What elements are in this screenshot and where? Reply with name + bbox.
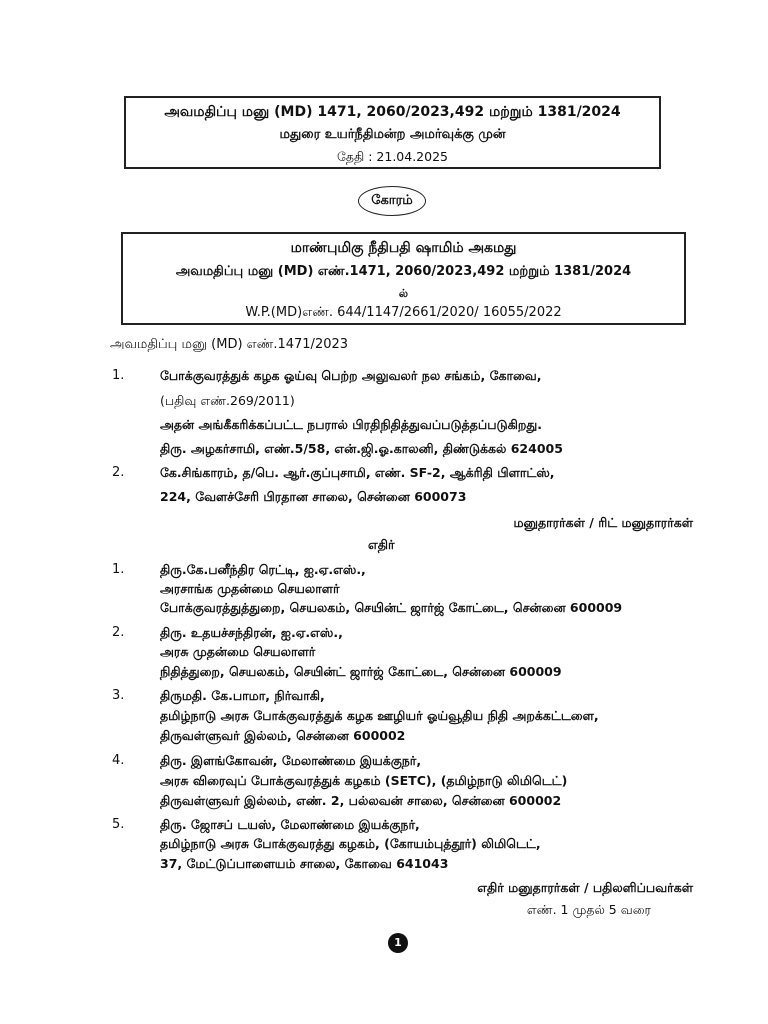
respondent-line: அரசாங்க முதன்மை செயலாளர் <box>160 581 340 596</box>
header-line-2: மதுரை உயர்நீதிமன்ற அமர்வுக்கு முன் <box>279 127 506 142</box>
petitioner-line: (பதிவு எண்.269/2011) <box>160 393 295 408</box>
petitioners-role: மனுதாரர்கள் / ரிட் மனுதாரர்கள் <box>513 515 693 530</box>
judge-case-line: அவமதிப்பு மனு (MD) எண்.1471, 2060/2023,492 மற்றும் 1381/2024 <box>175 264 632 279</box>
respondent-line: திருவள்ளுவர் இல்லம், சென்னை 600002 <box>160 728 406 743</box>
respondent-number: 4. <box>112 753 125 768</box>
petitioner-line: அதன் அங்கீகரிக்கப்பட்ட நபரால் பிரதிநிதித்துவப்படுத்தப்படுகிறது. <box>160 417 543 432</box>
respondents-role: எதிர் மனுதாரர்கள் / பதிலளிப்பவர்கள் <box>477 880 693 895</box>
respondent-line: போக்குவரத்துத்துறை, செயலகம், செயின்ட் ஜார்ஜ் கோட்டை, சென்னை 600009 <box>160 600 623 615</box>
respondent-number: 1. <box>112 562 125 577</box>
header-date: தேதி : 21.04.2025 <box>337 149 448 164</box>
respondent-line: திருமதி. கே.பாமா, நிர்வாகி, <box>160 688 325 703</box>
respondent-number: 5. <box>112 817 125 832</box>
respondent-line: அரசு முதன்மை செயலாளர் <box>160 644 316 659</box>
respondent-line: தமிழ்நாடு அரசு போக்குவரத்துக் கழக ஊழியர் ஓய்வூதிய நிதி அறக்கட்டளை, <box>160 708 599 723</box>
page-number: 1 <box>388 933 408 953</box>
petitioner-number: 2. <box>112 465 125 480</box>
respondent-number: 2. <box>112 625 125 640</box>
header-box <box>124 96 661 169</box>
petitioner-line: 224, வேளச்சேரி பிரதான சாலை, சென்னை 600073 <box>160 489 467 504</box>
judge-box <box>121 232 686 325</box>
versus-label: எதிர் <box>368 537 395 552</box>
respondent-line: நிதித்துறை, செயலகம், செயின்ட் ஜார்ஜ் கோட்டை, சென்னை 600009 <box>160 664 562 679</box>
respondent-line: திரு. ஜோசப் டயஸ், மேலாண்மை இயக்குநர், <box>160 817 420 832</box>
petitioner-number: 1. <box>112 368 125 383</box>
respondent-line: திருவள்ளுவர் இல்லம், எண். 2, பல்லவன் சாலை, சென்னை 600002 <box>160 793 562 808</box>
case-heading: அவமதிப்பு மனு (MD) எண்.1471/2023 <box>110 337 349 352</box>
petitioner-line: போக்குவரத்துக் கழக ஓய்வு பெற்ற அலுவலர் நல சங்கம், கோவை, <box>160 368 542 383</box>
respondent-line: திரு. உதயச்சந்திரன், ஐ.ஏ.எஸ்., <box>160 625 343 640</box>
judge-connector: ல் <box>398 287 409 300</box>
judge-name: மாண்புமிகு நீதிபதி ஷாமிம் அகமது <box>290 240 517 256</box>
respondent-line: அரசு விரைவுப் போக்குவரத்துக் கழகம் (SETC), (தமிழ்நாடு லிமிடெட்) <box>160 773 568 788</box>
quorum-label: கோரம் <box>358 186 426 216</box>
respondents-range: எண். 1 முதல் 5 வரை <box>526 902 651 917</box>
respondent-line: திரு.கே.பனீந்திர ரெட்டி, ஐ.ஏ.எஸ்., <box>160 562 366 577</box>
petitioner-line: கே.சிங்காரம், த/பெ. ஆர்.குப்புசாமி, எண். SF-2, ஆக்ரிதி பிளாட்ஸ், <box>160 465 555 480</box>
respondent-line: திரு. இளங்கோவன், மேலாண்மை இயக்குநர், <box>160 753 422 768</box>
respondent-line: தமிழ்நாடு அரசு போக்குவரத்து கழகம், (கோயம்புத்தூர்) லிமிடெட், <box>160 836 541 851</box>
petitioner-line: திரு. அழகர்சாமி, எண்.5/58, என்.ஜி.ஓ.காலனி, திண்டுக்கல் 624005 <box>160 441 563 456</box>
judge-wp-line: W.P.(MD)எண். 644/1147/2661/2020/ 16055/2022 <box>245 305 562 320</box>
header-line-1: அவமதிப்பு மனு (MD) 1471, 2060/2023,492 மற்றும் 1381/2024 <box>164 104 621 120</box>
respondent-line: 37, மேட்டுப்பாளையம் சாலை, கோவை 641043 <box>160 856 449 871</box>
respondent-number: 3. <box>112 688 125 703</box>
